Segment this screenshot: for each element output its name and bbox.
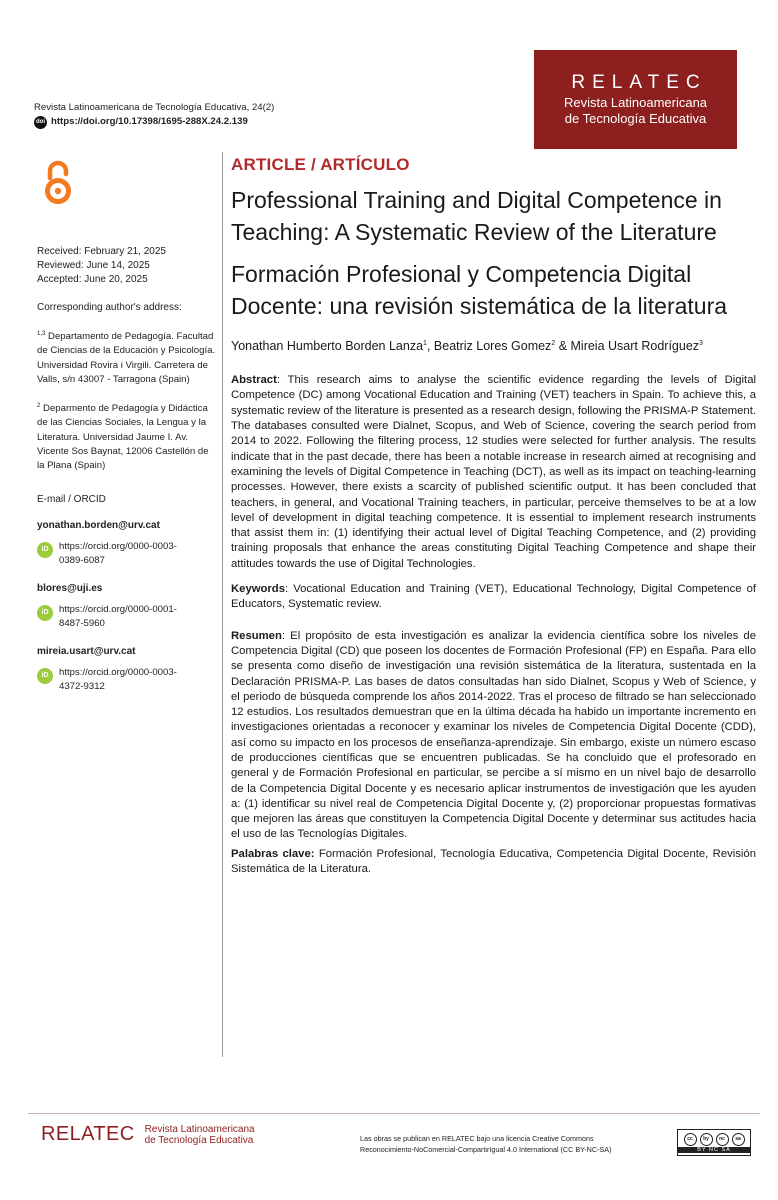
authors bbox=[231, 335, 756, 355]
footer-subtitle-2: de Tecnología Educativa bbox=[144, 1134, 254, 1146]
received-date: Received: February 21, 2025 bbox=[37, 246, 166, 257]
address-2 bbox=[37, 399, 217, 473]
orcid-row[interactable] bbox=[37, 666, 217, 694]
orcid-link-2: 8487-5960 bbox=[59, 618, 105, 630]
main-content bbox=[231, 155, 756, 877]
author-3: & Mireia Usart Rodríguez bbox=[555, 339, 700, 354]
abstract-label: Abstract bbox=[231, 374, 277, 387]
license-text bbox=[360, 1133, 611, 1155]
address-2-sup: 2 bbox=[37, 403, 41, 409]
address-1 bbox=[37, 327, 217, 387]
doi-link[interactable]: https://doi.org/10.17398/1695-288X.24.2.139 bbox=[51, 116, 248, 127]
orcid-row[interactable] bbox=[37, 603, 217, 631]
footer-divider bbox=[28, 1113, 760, 1114]
orcid-link-1: https://orcid.org/0000-0003- bbox=[59, 541, 177, 553]
resumen bbox=[231, 629, 756, 843]
footer-subtitle-1: Revista Latinoamericana bbox=[144, 1123, 255, 1135]
palabras-clave-text: Formación Profesional, Tecnología Educativa, Competencia Digital Docente, Revisión Sistemática de la Literatura. bbox=[231, 847, 756, 876]
logo-subtitle-2: de Tecnología Educativa bbox=[564, 111, 707, 126]
palabras-clave-label: Palabras clave: bbox=[231, 847, 315, 860]
author-1: Yonathan Humberto Borden Lanza bbox=[231, 339, 424, 354]
sidebar bbox=[37, 160, 217, 694]
footer-logo bbox=[41, 1123, 255, 1146]
orcid-icon: iD bbox=[37, 605, 53, 621]
contact-1 bbox=[37, 519, 217, 568]
author-2-sup: 2 bbox=[551, 340, 556, 347]
resumen-label: Resumen bbox=[231, 629, 282, 642]
address-1-sup: 1,3 bbox=[37, 331, 46, 337]
orcid-icon: iD bbox=[37, 668, 53, 684]
abstract bbox=[231, 373, 756, 572]
cc-badge-label: BY NC SA bbox=[678, 1147, 750, 1153]
by-icon: by bbox=[700, 1133, 713, 1146]
email-link[interactable]: yonathan.borden@urv.cat bbox=[37, 520, 160, 532]
reviewed-date: Reviewed: June 14, 2025 bbox=[37, 260, 150, 271]
title-spanish: Formación Profesional y Competencia Digital Docente: una revisión sistemática de la literatura bbox=[231, 261, 728, 319]
palabras-clave bbox=[231, 847, 756, 878]
orcid-row[interactable] bbox=[37, 540, 217, 568]
sa-icon: sa bbox=[732, 1133, 745, 1146]
dates bbox=[37, 245, 217, 287]
contact-3 bbox=[37, 645, 217, 694]
email-link[interactable]: blores@uji.es bbox=[37, 583, 103, 595]
resumen-text: : El propósito de esta investigación es analizar la evidencia científica sobre los niveles de Competencia Digital (CD) que poseen los docentes de Formación Profesional (FP) en España. Para ello se presenta como diseño de investigación una revisión sistemática de la literatura, sustentada en la Declaración PRISMA-P. Las bases de datos consultadas han sido Dialnet, Scopus y Web of Science, y el periodo de búsqueda comprende los años 2014-2022. Tras el proceso de filtrado se han seleccionado 12 estudios. Los resultados demuestran que en la última década ha habido un importante incremento en investigaciones orientadas a reconocer y examinar los niveles de Competencia Digital Docente (CDD), así como su impacto en los procesos de enseñanza-aprendizaje. Sin embargo, existe un número escaso de producciones científicas que se encuentren publicadas. Se ha concluido que el profesorado en general y de Formación Profesional en particular, se percibe a sí mismo en un nivel bajo de desarrollo de la Competencia Digital Docente y es necesario aplicar instrumentos de investigación que les ayuden a: (1) identificar su nivel real de Competencia Digital Docente y, (2) proporcionar propuestas formativas que mejoren las áreas que constituyen la Competencia Digital Docente y determinar sus actitudes hacia el uso de las Tecnologías Digitales. bbox=[231, 629, 756, 841]
article-type: ARTICLE / ARTÍCULO bbox=[231, 155, 410, 174]
column-divider bbox=[222, 152, 223, 1057]
logo-name: RELATEC bbox=[571, 72, 707, 93]
logo-subtitle-1: Revista Latinoamericana bbox=[563, 95, 708, 110]
title-english: Professional Training and Digital Competence in Teaching: A Systematic Review of the Literature bbox=[231, 187, 722, 245]
orcid-link-2: 0389-6087 bbox=[59, 555, 105, 567]
abstract-text: : This research aims to analyse the scientific evidence regarding the levels of Digital Competence (DC) among Vocational Education and Training (VET) teachers in Spain. To achieve this, a systematic review of the literature is presented as a research design, following the PRISMA-P Statement. The databases consulted were Dialnet, Scopus, and Web of Science, covering the search period from 2014 to 2022. Following the filtering process, 12 studies were selected for further analysis. The results indicate that in the past decade, there has been a notable increase in research aimed at recognising and examining the levels of Digital Competence in Teaching (DCT), as well as its impact on teaching-learning processes. However, there exists a scarcity of published scientific output. It has been concluded that teachers, in general, and Vocational Training teachers, in particular, perceive themselves to be at a low level of development in digital teaching competence. It is essential to implement research instruments that assist them in: (1) identifying their actual level of Digital Teaching Competence, and (2) providing training proposals that enhance the areas constituting Digital Teaching Competence and shape their attitudes towards the use of Digital Technologies. bbox=[231, 374, 756, 570]
email-label: E-mail / ORCID bbox=[37, 494, 106, 506]
cc-icon: cc bbox=[684, 1133, 697, 1146]
address-1-text: Departamento de Pedagogía. Facultad de Ciencias de la Educación y Psicología. Universidad Rovira i Virgili. Carretera de Valls, s/n 43007 - Tarragona (Spain) bbox=[37, 331, 216, 385]
license-line-2: Reconocimiento-NoComercial-CompartirIgual 4.0 International (CC BY-NC-SA) bbox=[360, 1145, 612, 1154]
author-3-sup: 3 bbox=[699, 340, 703, 347]
keywords-label: Keywords bbox=[231, 583, 285, 596]
orcid-icon: iD bbox=[37, 542, 53, 558]
address-2-text: Deparmento de Pedagogía y Didáctica de las Ciencias Sociales, la Lengua y la Literatura. Universidad Jaume I. Av. Vicente Sos Baynat, 12006 Castellón de la Plana (Spain) bbox=[37, 403, 209, 471]
doi-icon: doi bbox=[34, 116, 47, 129]
author-1-sup: 1 bbox=[423, 340, 427, 347]
orcid-link-2: 4372-9312 bbox=[59, 681, 105, 693]
keywords bbox=[231, 582, 756, 613]
author-2: , Beatriz Lores Gomez bbox=[426, 339, 552, 354]
orcid-link-1: https://orcid.org/0000-0003- bbox=[59, 667, 177, 679]
nc-icon: nc bbox=[716, 1133, 729, 1146]
open-access-icon bbox=[41, 160, 75, 206]
footer-logo-name: RELATEC bbox=[41, 1123, 135, 1145]
license-line-1: Las obras se publican en RELATEC bajo una licencia Creative Commons bbox=[360, 1134, 594, 1143]
orcid-link-1: https://orcid.org/0000-0001- bbox=[59, 604, 177, 616]
keywords-text: : Vocational Education and Training (VET), Educational Technology, Digital Competence of Educators, Systematic review. bbox=[231, 583, 756, 611]
relatec-logo bbox=[534, 50, 737, 149]
accepted-date: Accepted: June 20, 2025 bbox=[37, 274, 148, 285]
journal-citation: Revista Latinoamericana de Tecnología Educativa, 24(2) bbox=[34, 102, 275, 113]
cc-license-badge[interactable] bbox=[677, 1129, 751, 1156]
journal-info bbox=[34, 101, 274, 129]
contact-2 bbox=[37, 582, 217, 631]
email-link[interactable]: mireia.usart@urv.cat bbox=[37, 646, 136, 658]
doi-line bbox=[34, 115, 274, 129]
corresponding-label: Corresponding author's address: bbox=[37, 302, 182, 313]
